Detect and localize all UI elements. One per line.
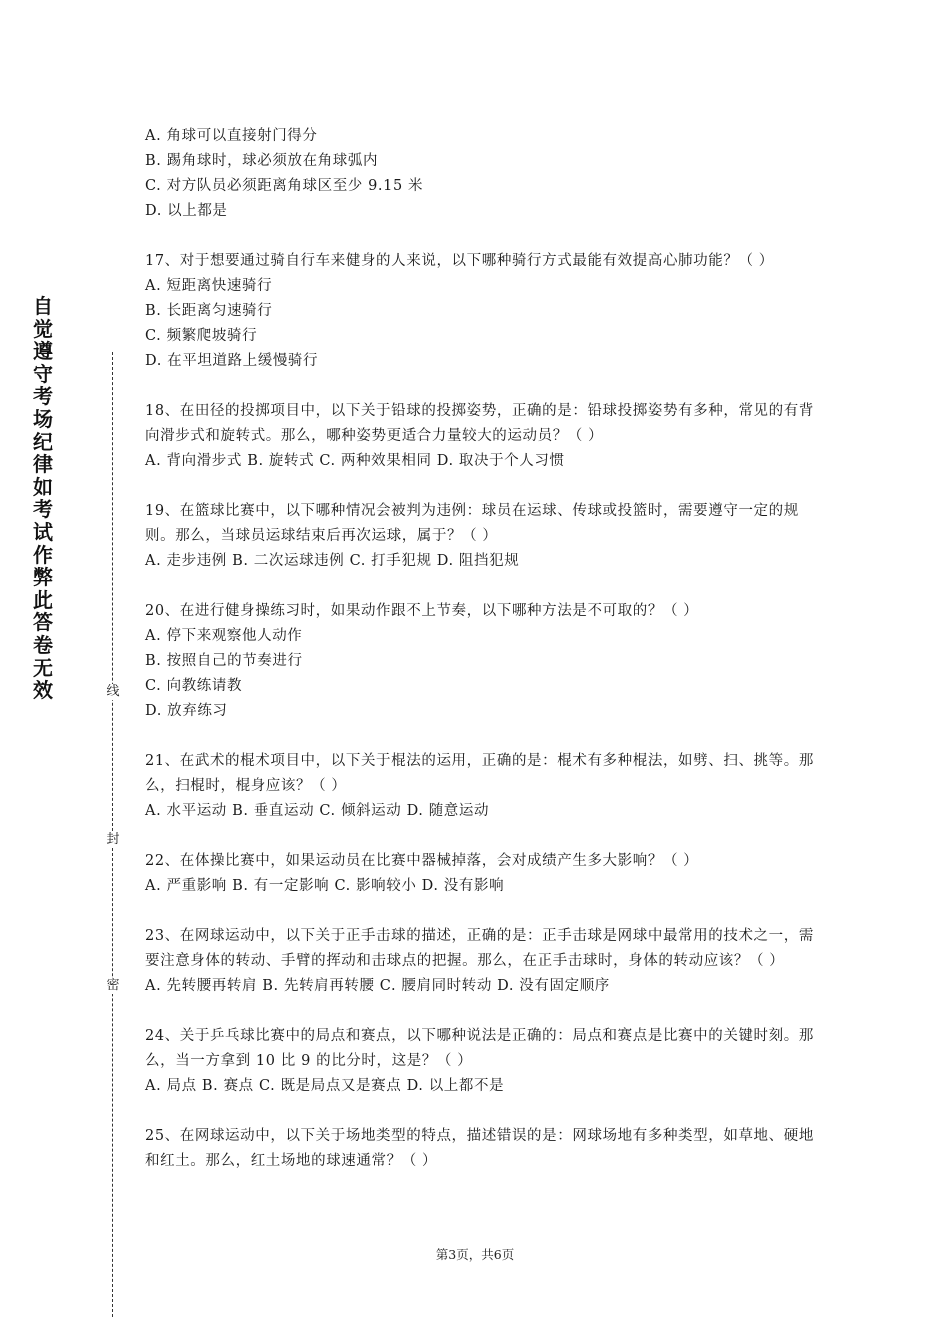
option: C. 向教练请教 bbox=[145, 678, 243, 694]
option: A. 水平运动 B. 垂直运动 C. 倾斜运动 D. 随意运动 bbox=[145, 803, 490, 819]
option: C. 频繁爬坡骑行 bbox=[145, 328, 258, 344]
binding-mark-seal: 封 bbox=[103, 832, 123, 848]
carry-over-options bbox=[145, 124, 815, 224]
question-20 bbox=[145, 599, 815, 724]
question-17 bbox=[145, 249, 815, 374]
option: A. 短距离快速骑行 bbox=[145, 278, 273, 294]
question-text: 25、在网球运动中，以下关于场地类型的特点，描述错误的是：网球场地有多种类型，如草地、硬地和红土。那么，红土场地的球速通常？（ ） bbox=[145, 1128, 814, 1169]
question-22 bbox=[145, 849, 815, 899]
binding-mark-line: 线 bbox=[103, 684, 123, 700]
question-23 bbox=[145, 924, 815, 999]
option: D. 在平坦道路上缓慢骑行 bbox=[145, 353, 319, 369]
question-21 bbox=[145, 749, 815, 824]
option: A. 角球可以直接射门得分 bbox=[145, 128, 318, 144]
question-text: 23、在网球运动中，以下关于正手击球的描述，正确的是：正手击球是网球中最常用的技术之一，需要注意身体的转动、手臂的挥动和击球点的把握。那么，在正手击球时，身体的转动应该？（ ） bbox=[145, 928, 814, 969]
option: B. 按照自己的节奏进行 bbox=[145, 653, 303, 669]
exam-discipline-notice: 自觉遵守考场纪律如考试作弊此答卷无效 bbox=[33, 294, 53, 703]
option: A. 严重影响 B. 有一定影响 C. 影响较小 D. 没有影响 bbox=[145, 878, 505, 894]
question-text: 21、在武术的棍术项目中，以下关于棍法的运用，正确的是：棍术有多种棍法，如劈、扫、挑等。那么，扫棍时，棍身应该？（ ） bbox=[145, 753, 814, 794]
question-24 bbox=[145, 1024, 815, 1099]
question-text: 17、对于想要通过骑自行车来健身的人来说，以下哪种骑行方式最能有效提高心肺功能？（ ） bbox=[145, 253, 774, 269]
option: A. 走步违例 B. 二次运球违例 C. 打手犯规 D. 阻挡犯规 bbox=[145, 553, 520, 569]
question-content bbox=[145, 124, 815, 1174]
option: A. 先转腰再转肩 B. 先转肩再转腰 C. 腰肩同时转动 D. 没有固定顺序 bbox=[145, 978, 610, 994]
question-text: 22、在体操比赛中，如果运动员在比赛中器械掉落，会对成绩产生多大影响？（ ） bbox=[145, 853, 699, 869]
question-25 bbox=[145, 1124, 815, 1174]
question-text: 19、在篮球比赛中，以下哪种情况会被判为违例：球员在运球、传球或投篮时，需要遵守一定的规则。那么，当球员运球结束后再次运球，属于？（ ） bbox=[145, 503, 799, 544]
option: A. 停下来观察他人动作 bbox=[145, 628, 303, 644]
question-text: 24、关于乒乓球比赛中的局点和赛点，以下哪种说法是正确的：局点和赛点是比赛中的关键时刻。那么，当一方拿到 10 比 9 的比分时，这是？（ ） bbox=[145, 1028, 814, 1069]
option: B. 踢角球时，球必须放在角球弧内 bbox=[145, 153, 379, 169]
option: A. 局点 B. 赛点 C. 既是局点又是赛点 D. 以上都不是 bbox=[145, 1078, 505, 1094]
question-18 bbox=[145, 399, 815, 474]
option: D. 放弃练习 bbox=[145, 703, 228, 719]
option: D. 以上都是 bbox=[145, 203, 228, 219]
option: C. 对方队员必须距离角球区至少 9.15 米 bbox=[145, 178, 424, 194]
question-text: 18、在田径的投掷项目中，以下关于铅球的投掷姿势，正确的是：铅球投掷姿势有多种，常见的有背向滑步式和旋转式。那么，哪种姿势更适合力量较大的运动员？（ ） bbox=[145, 403, 814, 444]
question-text: 20、在进行健身操练习时，如果动作跟不上节奏，以下哪种方法是不可取的？（ ） bbox=[145, 603, 699, 619]
option: A. 背向滑步式 B. 旋转式 C. 两种效果相同 D. 取决于个人习惯 bbox=[145, 453, 565, 469]
question-19 bbox=[145, 499, 815, 574]
option: B. 长距离匀速骑行 bbox=[145, 303, 273, 319]
page-number: 第3页，共6页 bbox=[435, 1247, 515, 1262]
binding-mark-secret: 密 bbox=[103, 978, 123, 994]
